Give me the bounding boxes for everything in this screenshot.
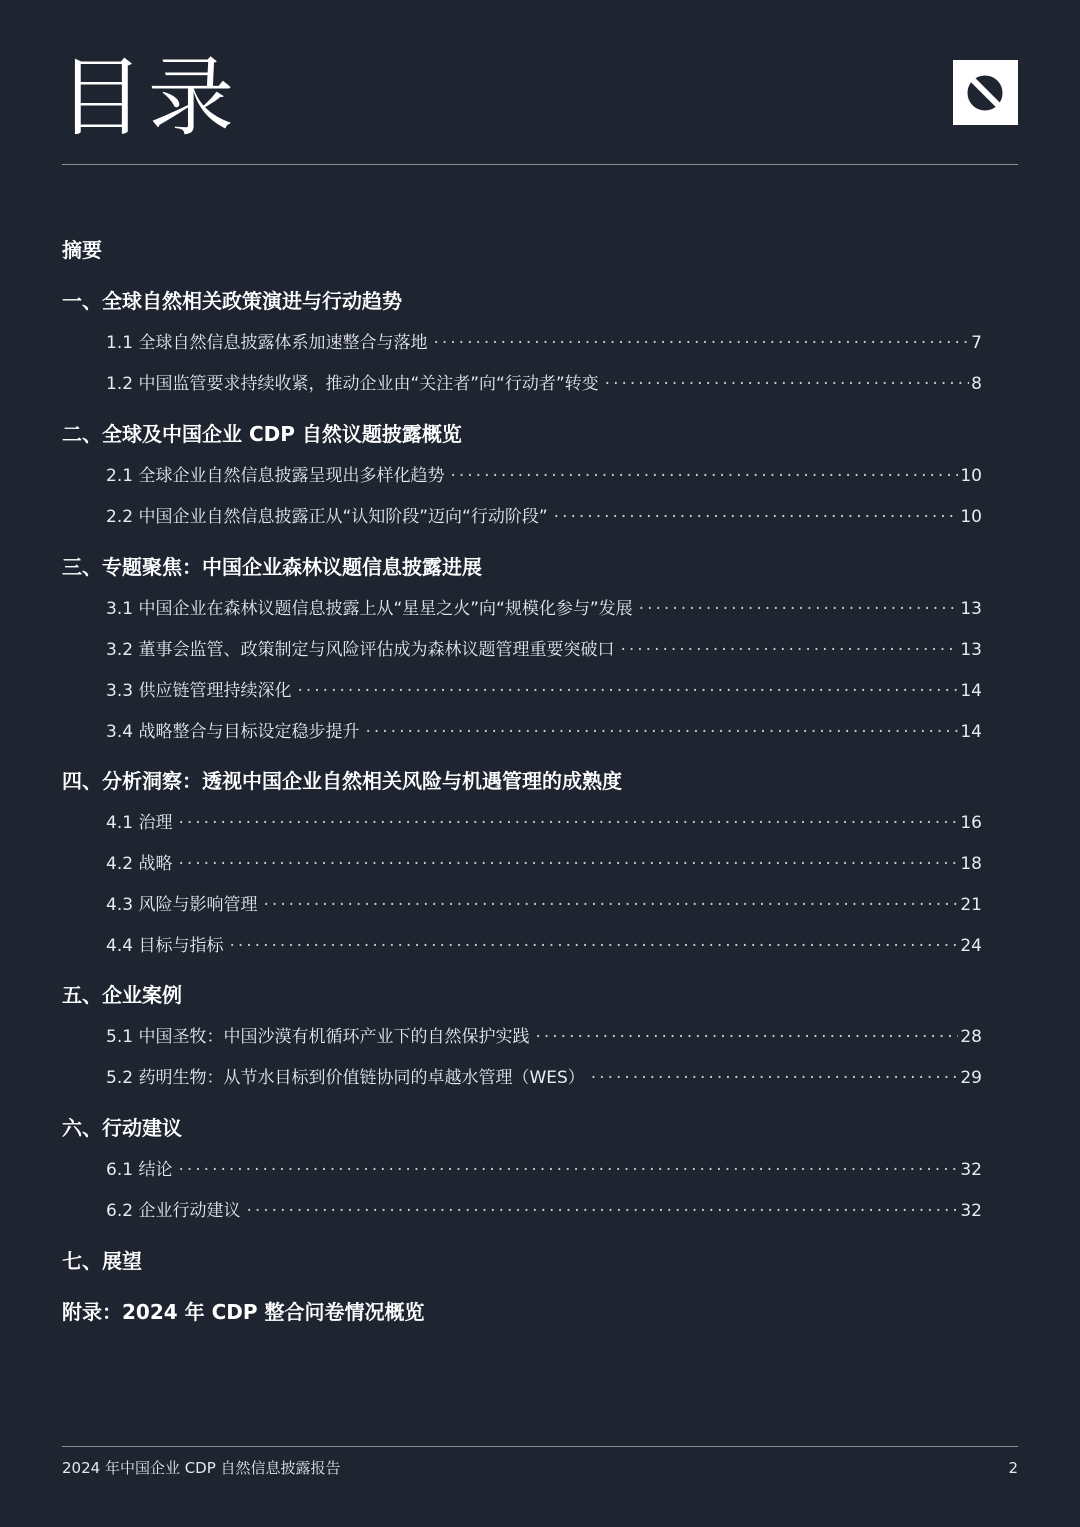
toc-entry[interactable]	[106, 1159, 982, 1181]
header-divider	[62, 164, 1018, 165]
toc-entry-page: 7	[971, 333, 982, 353]
leader-dots	[620, 639, 958, 661]
leader-dots	[246, 1200, 958, 1222]
leader-dots	[535, 1026, 958, 1048]
toc-entry[interactable]	[106, 506, 982, 528]
toc-entry-page: 16	[960, 813, 982, 833]
toc-entry-page: 10	[960, 466, 982, 486]
leader-dots	[263, 894, 958, 916]
footer-divider	[62, 1446, 1018, 1447]
toc-entry-label: 6.2 企业行动建议	[106, 1201, 241, 1221]
leader-dots	[178, 1159, 958, 1181]
toc-entry-page: 21	[960, 895, 982, 915]
toc-entry-page: 32	[960, 1201, 982, 1221]
toc-entry-label: 3.3 供应链管理持续深化	[106, 681, 292, 701]
toc-entry-page: 32	[960, 1160, 982, 1180]
toc-entry-label: 1.1 全球自然信息披露体系加速整合与落地	[106, 333, 428, 353]
leader-dots	[605, 373, 970, 395]
toc-entry-label: 5.1 中国圣牧：中国沙漠有机循环产业下的自然保护实践	[106, 1027, 530, 1047]
toc-section-4[interactable]: 四、分析洞察：透视中国企业自然相关风险与机遇管理的成熟度	[62, 769, 622, 793]
toc-entry[interactable]	[106, 812, 982, 834]
toc-entry[interactable]	[106, 680, 982, 702]
toc-entry-page: 14	[960, 681, 982, 701]
toc-section-1[interactable]: 一、全球自然相关政策演进与行动趋势	[62, 289, 402, 313]
leader-dots	[450, 465, 958, 487]
toc-entry[interactable]	[106, 373, 982, 395]
toc-entry[interactable]	[106, 853, 982, 875]
leader-dots	[639, 598, 959, 620]
toc-entry-label: 6.1 结论	[106, 1160, 173, 1180]
page-title: 目录	[58, 48, 238, 148]
toc-summary[interactable]: 摘要	[62, 238, 102, 262]
toc-entry[interactable]	[106, 639, 982, 661]
toc-entry[interactable]	[106, 465, 982, 487]
toc-entry-page: 13	[960, 599, 982, 619]
toc-entry-label: 2.2 中国企业自然信息披露正从“认知阶段”迈向“行动阶段”	[106, 507, 548, 527]
toc-entry-page: 24	[960, 936, 982, 956]
leader-dots	[554, 506, 959, 528]
toc-entry[interactable]	[106, 1067, 982, 1089]
leader-dots	[433, 332, 969, 354]
toc-entry-page: 18	[960, 854, 982, 874]
toc-entry-label: 4.2 战略	[106, 854, 173, 874]
leader-dots	[178, 853, 958, 875]
leader-dots	[591, 1067, 959, 1089]
toc-section-5[interactable]: 五、企业案例	[62, 983, 182, 1007]
toc-entry[interactable]	[106, 1200, 982, 1222]
footer-report-title: 2024 年中国企业 CDP 自然信息披露报告	[62, 1459, 341, 1477]
toc-entry-label: 5.2 药明生物：从节水目标到价值链协同的卓越水管理（WES）	[106, 1068, 585, 1088]
toc-section-7[interactable]: 七、展望	[62, 1249, 142, 1273]
toc-entry-label: 2.1 全球企业自然信息披露呈现出多样化趋势	[106, 466, 445, 486]
leader-dots	[297, 680, 958, 702]
toc-entry-page: 10	[960, 507, 982, 527]
cdp-logo-icon	[953, 60, 1018, 125]
toc-entry[interactable]	[106, 894, 982, 916]
leader-dots	[365, 721, 958, 743]
toc-entry-label: 3.4 战略整合与目标设定稳步提升	[106, 722, 360, 742]
toc-section-3[interactable]: 三、专题聚焦：中国企业森林议题信息披露进展	[62, 555, 482, 579]
toc-section-6[interactable]: 六、行动建议	[62, 1116, 182, 1140]
toc-entry-label: 4.3 风险与影响管理	[106, 895, 258, 915]
leader-dots	[178, 812, 958, 834]
toc-entry[interactable]	[106, 332, 982, 354]
toc-entry-page: 29	[960, 1068, 982, 1088]
toc-entry-page: 8	[971, 374, 982, 394]
leader-dots	[229, 935, 958, 957]
toc-entry-label: 3.2 董事会监管、政策制定与风险评估成为森林议题管理重要突破口	[106, 640, 615, 660]
toc-entry-page: 14	[960, 722, 982, 742]
toc-entry-label: 1.2 中国监管要求持续收紧，推动企业由“关注者”向“行动者”转变	[106, 374, 599, 394]
toc-entry-label: 4.1 治理	[106, 813, 173, 833]
toc-section-2[interactable]: 二、全球及中国企业 CDP 自然议题披露概览	[62, 422, 462, 446]
toc-entry[interactable]	[106, 935, 982, 957]
toc-entry-page: 13	[960, 640, 982, 660]
toc-entry-label: 3.1 中国企业在森林议题信息披露上从“星星之火”向“规模化参与”发展	[106, 599, 633, 619]
toc-entry[interactable]	[106, 598, 982, 620]
toc-entry-page: 28	[960, 1027, 982, 1047]
toc-appendix[interactable]: 附录：2024 年 CDP 整合问卷情况概览	[62, 1300, 425, 1324]
toc-entry[interactable]	[106, 1026, 982, 1048]
toc-entry-label: 4.4 目标与指标	[106, 936, 224, 956]
toc-entry[interactable]	[106, 721, 982, 743]
footer-page-number: 2	[1008, 1459, 1018, 1477]
